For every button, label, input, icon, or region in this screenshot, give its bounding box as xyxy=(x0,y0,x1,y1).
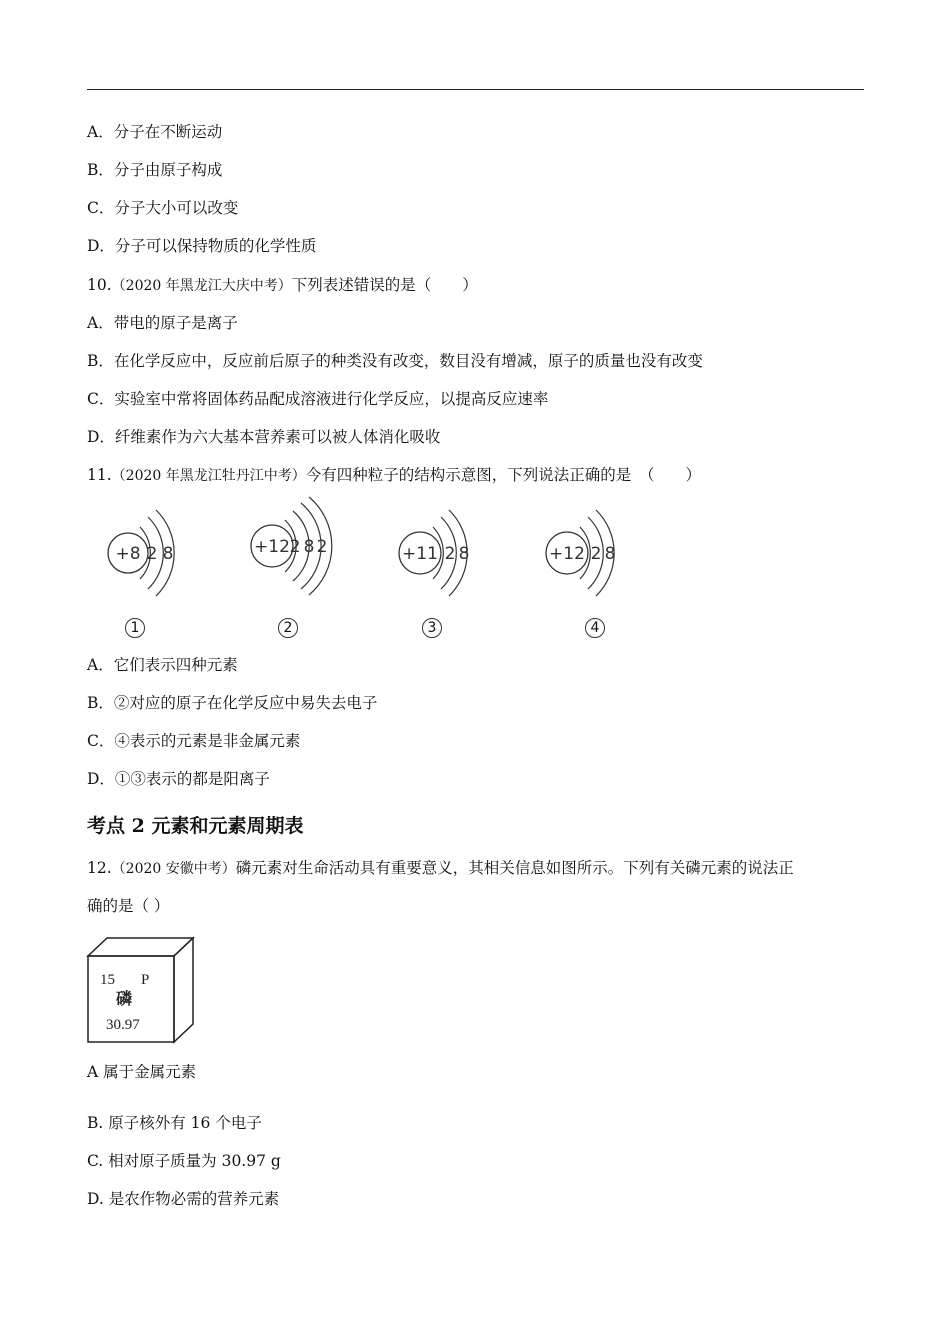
q12-option-c: C. 相对原子质量为 30.97 g xyxy=(87,1152,281,1170)
q10-question xyxy=(87,275,478,296)
svg-text:P: P xyxy=(141,972,150,988)
svg-text:+11: +11 xyxy=(402,544,438,564)
svg-text:2: 2 xyxy=(444,544,456,564)
svg-text:2: 2 xyxy=(316,537,328,557)
q11-option-a: A．它们表示四种元素 xyxy=(87,656,238,674)
svg-text:30.97: 30.97 xyxy=(106,1017,140,1033)
svg-text:+12: +12 xyxy=(254,537,290,557)
svg-text:2: 2 xyxy=(590,544,602,564)
q12-number: 12. xyxy=(87,859,112,877)
q9-option-c: C．分子大小可以改变 xyxy=(87,199,239,217)
q12-option-a: A 属于金属元素 xyxy=(87,1063,197,1081)
q12-question xyxy=(87,858,794,879)
q12-option-d: D. 是农作物必需的营养元素 xyxy=(87,1190,280,1208)
atom-label-1: 1 xyxy=(125,618,145,638)
header-rule xyxy=(87,89,864,90)
svg-text:8: 8 xyxy=(604,544,616,564)
q10-stem: 下列表述错误的是（ ） xyxy=(291,276,478,294)
q11-option-d: D．①③表示的都是阳离子 xyxy=(87,770,270,788)
q9-option-d: D．分子可以保持物质的化学性质 xyxy=(87,237,317,255)
q10-option-a: A．带电的原子是离子 xyxy=(87,314,238,332)
atom-diagram-4 xyxy=(540,510,640,600)
q12-stem-line1: 磷元素对生命活动具有重要意义，其相关信息如图所示。下列有关磷元素的说法正 xyxy=(235,859,794,877)
svg-text:8: 8 xyxy=(303,537,315,557)
q11-number: 11. xyxy=(87,466,112,484)
svg-text:磷: 磷 xyxy=(116,991,133,1008)
q10-option-b: B．在化学反应中，反应前后原子的种类没有改变，数目没有增减，原子的质量也没有改变 xyxy=(87,352,703,370)
q11-option-b: B．②对应的原子在化学反应中易失去电子 xyxy=(87,694,378,712)
svg-text:+12: +12 xyxy=(549,544,585,564)
q11-option-c: C．④表示的元素是非金属元素 xyxy=(87,732,301,750)
atom-diagram-1 xyxy=(100,510,200,600)
atom-diagram-2 xyxy=(245,500,355,595)
q10-option-d: D．纤维素作为六大基本营养素可以被人体消化吸收 xyxy=(87,428,441,446)
atom-label-3: 3 xyxy=(422,618,442,638)
q10-option-c: C．实验室中常将固体药品配成溶液进行化学反应，以提高反应速率 xyxy=(87,390,549,408)
svg-text:8: 8 xyxy=(162,544,174,564)
phosphorus-element-card xyxy=(86,936,196,1046)
q12-source: （2020 安徽中考） xyxy=(111,861,236,877)
svg-text:+8: +8 xyxy=(115,544,141,564)
q11-stem: 今有四种粒子的结构示意图，下列说法正确的是 （ ） xyxy=(305,466,702,484)
q9-option-b: B．分子由原子构成 xyxy=(87,161,223,179)
q12-stem-line2: 确的是（ ） xyxy=(87,897,170,915)
q9-option-a: A．分子在不断运动 xyxy=(87,123,223,141)
svg-text:2: 2 xyxy=(146,544,158,564)
q12-option-b: B. 原子核外有 16 个电子 xyxy=(87,1114,262,1132)
q11-source: （2020 年黑龙江牡丹江中考） xyxy=(111,468,306,484)
atom-label-4: 4 xyxy=(585,618,605,638)
atom-label-2: 2 xyxy=(278,618,298,638)
atom-diagram-3 xyxy=(395,510,495,600)
svg-text:15: 15 xyxy=(100,972,115,988)
svg-text:8: 8 xyxy=(458,544,470,564)
svg-text:2: 2 xyxy=(289,537,301,557)
q11-question xyxy=(87,465,701,486)
q10-source: （2020 年黑龙江大庆中考） xyxy=(111,278,292,294)
section-heading: 考点 2 元素和元素周期表 xyxy=(87,815,304,837)
q10-number: 10. xyxy=(87,276,112,294)
